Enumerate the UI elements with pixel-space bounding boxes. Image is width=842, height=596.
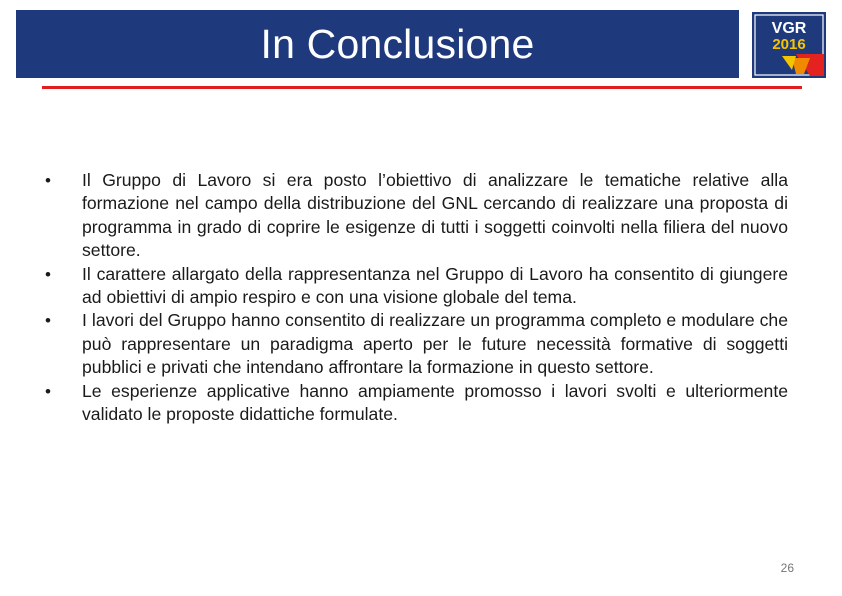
- bullet-text: Il carattere allargato della rappresentanza nel Gruppo di Lavoro ha consentito di giungere ad obiettivi di ampio respiro e con una visione globale del tema.: [82, 263, 788, 308]
- slide-title: In Conclusione: [260, 20, 535, 67]
- slide-content: [38, 169, 788, 426]
- bullet-marker: •: [45, 311, 51, 331]
- bullet-marker: •: [45, 171, 51, 190]
- bullet-list: [38, 169, 788, 426]
- page-number: 26: [780, 561, 794, 575]
- logo-text-line1: VGR: [771, 20, 807, 37]
- bullet-text: Le esperienze applicative hanno ampiamente promosso i lavori svolti e ulteriormente validato le proposte didattiche formulate.: [82, 380, 788, 425]
- title-underline: [42, 86, 802, 89]
- bullet-item: [38, 169, 788, 263]
- bullet-item: [38, 380, 788, 427]
- bullet-text: Il Gruppo di Lavoro si era posto l’obiettivo di analizzare le tematiche relative alla formazione nel campo della distribuzione del GNL cercando di realizzare una proposta di programma in grado di coprire le esigenze di tutti i soggetti coinvolti nella filiera del nuovo settore.: [82, 170, 788, 261]
- title-banner: [16, 10, 739, 78]
- bullet-marker: •: [45, 381, 51, 401]
- bullet-marker: •: [45, 264, 51, 284]
- bullet-item: [38, 263, 788, 310]
- vgr-2016-logo: [752, 12, 826, 78]
- bullet-text: I lavori del Gruppo hanno consentito di realizzare un programma completo e modulare che può rappresentare un paradigma aperto per le future necessità formative di soggetti pubblici e privati che intendano affrontare la formazione in questo settore.: [82, 310, 788, 378]
- logo-text-line2: 2016: [772, 36, 806, 53]
- bullet-item: [38, 309, 788, 379]
